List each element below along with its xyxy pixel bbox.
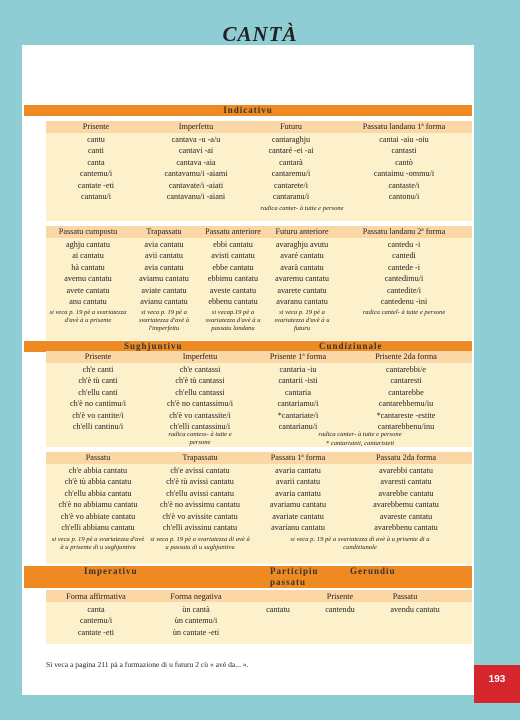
cundiziunale-cell-2: avarii cantatu <box>275 477 321 487</box>
section-header-cundiziunale: Cundiziunale <box>319 341 383 351</box>
section-header-gerundiu: Gerundiu <box>350 566 396 576</box>
participiu-value: cantatu <box>266 605 290 614</box>
sughjuntivu-cell-2: ch'elli abbianu cantatu <box>61 523 135 532</box>
cundiziunale-col-header: Prisente 2da forma <box>375 352 437 361</box>
cundiziunale-cell-2: avareste cantatu <box>379 511 433 521</box>
sughjuntivu-col-header: Imperfettu <box>182 352 218 361</box>
indicativu-cell: cantasti <box>391 146 417 156</box>
sughjuntivu-cell: ch'è no cantimu/i <box>69 399 127 409</box>
sughjuntivu-note-2: si veca p. 19 pè a svariatezza di avè à u passatu di u sughjuntivu <box>150 536 250 551</box>
indicativu-cell-2: cantedu -i <box>387 240 421 249</box>
indicativu-cell-2: avemu cantatu <box>64 274 112 284</box>
gerundiu-col-passatu: Passatu <box>392 592 418 601</box>
sughjuntivu-note-2: si veca p. 19 pè a svariatezza d'avè à u prisente di u sughjuntivu <box>51 536 145 551</box>
indicativu-cell: cantai -aiu -oiu <box>379 135 429 144</box>
sughjuntivu-cell-2: ch'e avissi cantatu <box>170 466 230 475</box>
gerundiu-passatu-value: avendu cantatu <box>390 605 440 614</box>
sughjuntivu-cell-2: ch'elli avissinu cantatu <box>162 523 238 532</box>
indicativu-cell: cantavi -ai <box>178 146 214 156</box>
cundiziunale-cell: cantarianu/i <box>278 422 318 431</box>
indicativu-cell: cantaranu/i <box>272 192 310 201</box>
cundiziunale-note: radica canter- à tutte e persone <box>318 431 402 438</box>
indicativu-cell: cantavanu/i -aiani <box>166 192 226 201</box>
indicativu-cell-2: ebbi cantatu <box>213 240 253 249</box>
sughjuntivu-cell: ch'è tù canti <box>78 376 118 386</box>
cundiziunale-cell: *cantariate/i <box>277 410 319 420</box>
cundiziunale-cell: cantariamu/i <box>277 399 319 409</box>
indicativu-col-header: Imperfettu <box>178 122 214 131</box>
indicativu-cell: cantaimu -ommu/i <box>373 169 435 179</box>
indicativu-cell: cantava -aia <box>176 157 216 167</box>
imperativu-cell: ùn cantà <box>182 605 210 614</box>
indicativu-cell: cantava -u -a/u <box>171 135 221 144</box>
sughjuntivu-cell: ch'ellu cantassi <box>175 387 225 397</box>
cundiziunale-cell-2: avarebbe cantatu <box>378 488 434 498</box>
indicativu-cell-2: aviamu cantatu <box>139 274 189 284</box>
indicativu-cell: cantavamu/i -aiami <box>164 169 228 179</box>
sughjuntivu-col-header: Prisente <box>84 352 112 361</box>
indicativu-col-header: Passatu landanu 1ª forma <box>362 122 446 131</box>
gerundiu-prisente-value: cantendu <box>325 605 355 614</box>
cundiziunale-cell: cantarebbemu/iu <box>378 399 434 409</box>
indicativu-cell: cantavate/i -aiati <box>168 180 224 190</box>
sughjuntivu-note: radica cantess- à tutte e persone <box>168 431 232 446</box>
indicativu-cell-2: aviate cantatu <box>141 285 187 295</box>
sughjuntivu-col-header-2: Passatu <box>85 453 111 462</box>
sughjuntivu-cell-2: ch'ellu abbia cantatu <box>64 488 132 498</box>
imperativu-cell: ùn cantate -eti <box>172 627 220 637</box>
indicativu-cell-2: avaré cantatu <box>280 251 324 261</box>
indicativu-col-header-2: Futuru anteriore <box>275 227 329 236</box>
indicativu-cell: cantaré -ei -ai <box>268 146 314 156</box>
indicativu-cell-2: avaranu cantatu <box>276 297 328 306</box>
indicativu-cell-2: hà cantatu <box>71 262 105 272</box>
cundiziunale-cell-2: avaria cantatu <box>275 488 321 498</box>
gerundiu-col-prisente: Prisente <box>326 592 354 601</box>
page-number: 193 <box>474 665 520 703</box>
sughjuntivu-cell: ch'è tù cantassi <box>175 376 225 386</box>
sughjuntivu-cell-2: ch'è vo avissite cantatu <box>162 511 238 521</box>
indicativu-cell-2: avii cantatu <box>145 251 183 261</box>
indicativu-note-2: si veca p. 19 pè a svariatezza d'avè à u prisente <box>49 309 127 324</box>
indicativu-col-header-2: Passatu anteriore <box>205 227 261 236</box>
sughjuntivu-cell-2: ch'e abbia cantatu <box>68 466 128 475</box>
cundiziunale-cell-2: avarebbi cantatu <box>379 466 433 475</box>
cundiziunale-cell-2: avarebbemu cantatu <box>373 500 439 510</box>
sughjuntivu-cell: ch'è no cantassimu/i <box>166 399 234 409</box>
cundiziunale-cell-2: avarebbenu cantatu <box>374 523 438 532</box>
sughjuntivu-cell-2: ch'è tù abbia cantatu <box>64 477 132 487</box>
sughjuntivu-cell-2: ch'ellu avissi cantatu <box>166 488 234 498</box>
indicativu-cell-2: avarete cantatu <box>277 285 327 295</box>
indicativu-note: radica canter- à tutte e persone <box>260 205 344 212</box>
indicativu-cell: cantaraghju <box>271 135 311 144</box>
sughjuntivu-cell: ch'è vo cantassite/i <box>169 410 231 420</box>
indicativu-cell: cantate -eti <box>77 180 115 190</box>
indicativu-cell-2: cantedimu/i <box>384 274 424 284</box>
sughjuntivu-cell-2: ch'è no abbiamu cantatu <box>58 500 138 510</box>
cundiziunale-col-header-2: Passatu 1ª forma <box>270 453 326 462</box>
indicativu-cell-2: ai cantatu <box>72 251 104 261</box>
indicativu-cell-2: avaraghju avutu <box>275 240 329 249</box>
sughjuntivu-cell: ch'elli cantinu/i <box>72 422 124 431</box>
cundiziunale-note-b: * cantaristeti, cantaristeti <box>325 440 395 447</box>
cundiziunale-cell: cantarebbenu/inu <box>377 422 435 431</box>
indicativu-cell: cantarà <box>279 157 303 167</box>
cundiziunale-cell-2: avarianu cantatu <box>271 523 325 532</box>
cundiziunale-note-2: si veca p. 19 pè a svariatezza di avè à u prisente di u cundiziunale <box>290 536 430 551</box>
indicativu-col-header: Futuru <box>280 122 302 131</box>
sughjuntivu-cell: ch'è vo cantite/i <box>72 410 124 420</box>
cundiziunale-cell: cantarebbe <box>388 387 424 397</box>
indicativu-col-header-2: Passatu landanu 2ª forma <box>362 227 446 236</box>
indicativu-col-header-2: Trapassatu <box>146 227 182 236</box>
sughjuntivu-cell-2: ch'è no avissimu cantatu <box>160 500 240 510</box>
imperativu-col-negativa: Forma negativa <box>170 592 222 601</box>
indicativu-cell: cantu <box>87 135 105 144</box>
section-header-sughjuntivu: Sughjuntivu <box>124 341 183 351</box>
section-header-imp-part-ger <box>24 566 472 588</box>
indicativu-cell: cantò <box>395 157 413 167</box>
indicativu-cell: canti <box>88 146 104 156</box>
cundiziunale-cell: *cantareste -estite <box>376 410 436 420</box>
indicativu-cell-2: ebbimu cantatu <box>207 274 259 284</box>
indicativu-cell-2: avianu cantatu <box>140 297 188 306</box>
indicativu-cell-2: avisti cantatu <box>211 251 255 261</box>
indicativu-cell-2: cantedite/i <box>386 285 422 295</box>
indicativu-cell: cantaste/i <box>388 180 420 190</box>
indicativu-cell-2: ebbenu cantatu <box>208 297 258 306</box>
imperativu-cell: canta <box>87 605 105 614</box>
sughjuntivu-col-header-2: Trapassatu <box>182 453 218 462</box>
indicativu-cell: cantanu/i <box>80 192 111 201</box>
indicativu-cell-2: cantede -i <box>387 262 421 272</box>
indicativu-cell-2: cantedenu -ini <box>380 297 428 306</box>
indicativu-cell-2: avia cantatu <box>144 240 184 249</box>
cundiziunale-col-header: Prisente 1ª forma <box>269 352 327 361</box>
cundiziunale-cell-2: avaria cantatu <box>275 466 321 475</box>
indicativu-cell-2: avia cantatu <box>144 262 184 272</box>
footnote: Si veca a pagina 211 pà a furmazione di u futuru 2 cù « avè da... ». <box>46 660 249 669</box>
imperativu-cell: cantemu/i <box>79 616 113 626</box>
sughjuntivu-cell: ch'e cantassi <box>179 365 221 374</box>
section-header-indicativu: Indicativu <box>24 105 472 116</box>
imperativu-cell: ùn cantemu/i <box>174 616 218 626</box>
cundiziunale-cell: cantarebbi/e <box>385 365 426 374</box>
imperativu-col-affirmativa: Forma affirmativa <box>66 592 126 601</box>
indicativu-note-2: si veca p. 19 pè a svariatezza d'avè à l'imperfettu <box>138 309 190 332</box>
indicativu-cell-2: cantedi <box>392 251 416 261</box>
indicativu-cell-2: aveste cantatu <box>209 285 257 295</box>
section-header-imperativu: Imperativu <box>84 566 138 576</box>
page-title: CANTÀ <box>222 22 298 46</box>
cundiziunale-cell-2: avaresti cantatu <box>380 477 432 487</box>
indicativu-cell: cantarete/i <box>273 180 309 190</box>
sughjuntivu-cell: ch'elli cantassinu/i <box>169 422 231 431</box>
indicativu-col-header: Prisente <box>82 122 110 131</box>
indicativu-cell-2: anu cantatu <box>69 297 107 306</box>
cundiziunale-cell: cantaria <box>285 387 311 397</box>
sughjuntivu-cell: ch'ellu canti <box>78 387 118 397</box>
indicativu-note-2: radica cantel- à tutte e persone <box>362 309 446 316</box>
indicativu-cell-2: avarà cantatu <box>280 262 324 272</box>
cundiziunale-col-header-2: Passatu 2da forma <box>375 453 437 462</box>
sughjuntivu-cell-2: ch'è tù avissi cantatu <box>166 477 234 487</box>
cundiziunale-cell: cantaresti <box>390 376 422 386</box>
indicativu-col-header-2: Passatu cumpostu <box>58 227 118 236</box>
section-header-participiu: Participiu passatu <box>270 566 319 587</box>
sughjuntivu-cell: ch'e canti <box>82 365 114 374</box>
indicativu-cell-2: aghju cantatu <box>66 240 110 249</box>
indicativu-note-2: si veca p. 19 pè a svariatezza d'avè à u futuru <box>274 309 330 332</box>
indicativu-cell-2: ebbe cantatu <box>212 262 254 272</box>
indicativu-note-2: si vecap.19 pè a svariatezza d'avè à u passatu landanu <box>205 309 261 332</box>
indicativu-cell: cantonu/i <box>388 192 420 201</box>
sughjuntivu-cell-2: ch'è vo abbiate cantatu <box>60 511 136 521</box>
imperativu-cell: cantate -eti <box>77 627 115 637</box>
cundiziunale-cell-2: avariamu cantatu <box>269 500 327 510</box>
cundiziunale-cell: cantaria -iu <box>279 365 317 374</box>
indicativu-cell: canta <box>87 157 105 167</box>
indicativu-cell: cantemu/i <box>79 169 113 179</box>
indicativu-cell-2: avete cantatu <box>66 285 110 295</box>
cundiziunale-cell-2: avariate cantatu <box>272 511 324 521</box>
cundiziunale-cell: cantarii -isti <box>278 376 318 386</box>
indicativu-cell: cantaremu/i <box>271 169 311 179</box>
indicativu-cell-2: avaremu cantatu <box>275 274 329 284</box>
